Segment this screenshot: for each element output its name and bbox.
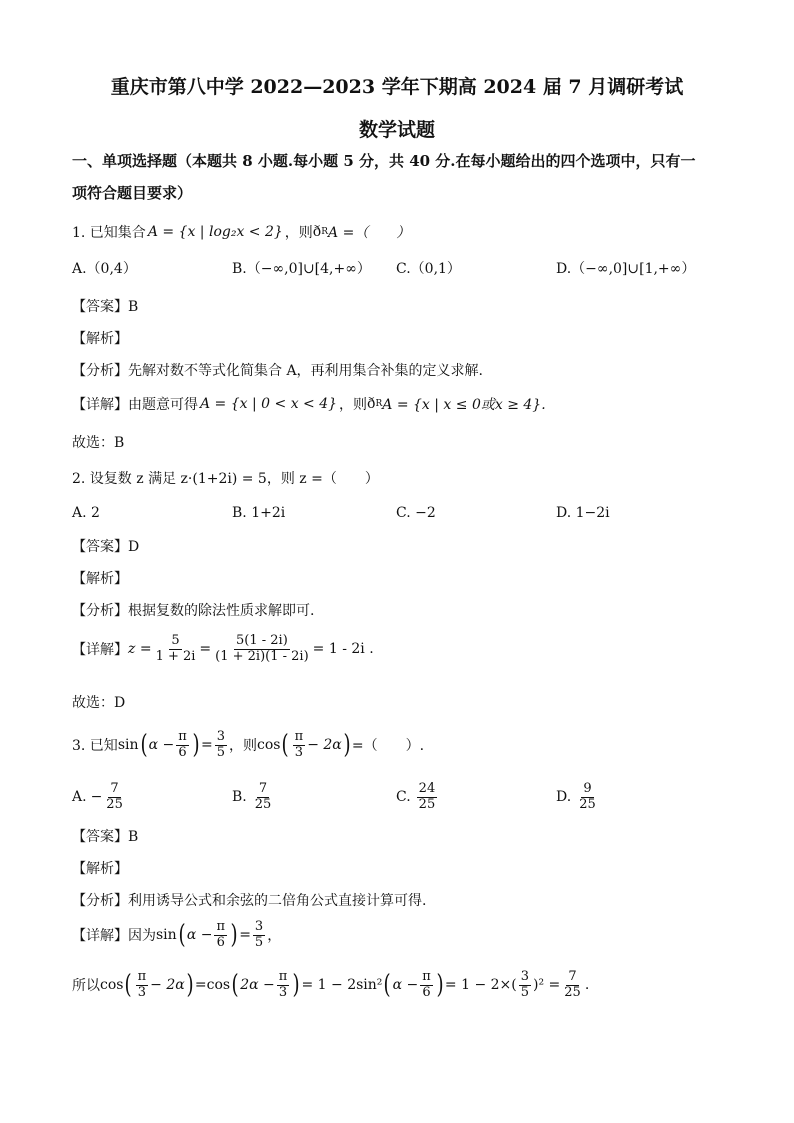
q2-fraction-1-den: 1 + 2i <box>155 648 196 664</box>
q1-answer: 【答案】B <box>72 299 139 315</box>
q3-option-a-num: 7 <box>110 781 119 796</box>
q1-complement-symbol: ð <box>312 224 322 240</box>
q3-eq: = <box>201 737 213 754</box>
q3-option-c-num: 24 <box>418 781 436 796</box>
q3-option-a-den: 25 <box>106 796 123 812</box>
q3-option-d-label: D. <box>556 789 572 806</box>
q3-therefore: 所以 <box>72 978 100 995</box>
q3-three: 3 <box>216 729 226 744</box>
page-title: 重庆市第八中学 2022—2023 学年下期高 2024 届 7 月调研考试 <box>110 76 684 98</box>
q3-detail-alpha-minus: α − <box>186 927 213 944</box>
q3-deriv-pi-b: π <box>278 969 288 984</box>
q1-stem-end: A =（ ） <box>328 225 411 241</box>
q2-choice: 故选：D <box>72 695 126 711</box>
q3-cos-label: cos <box>257 737 281 754</box>
q3-six: 6 <box>178 744 187 760</box>
q3-option-b <box>232 782 275 813</box>
q3-detail-comma: ， <box>267 928 282 945</box>
q3-analysis: 【分析】利用诱导公式和余弦的二倍角公式直接计算可得. <box>72 893 427 909</box>
q3-pi-over-3 <box>293 730 306 761</box>
q3-detail-pi: π <box>216 919 226 934</box>
q3-detail: 【详解】因为 sin ( α − $\frac{\pi}{6}$ ) = $\frac{3}{5}$ ， <box>72 919 282 951</box>
q2-fraction-2-den: (1 + 2i)(1 - 2i) <box>215 648 309 664</box>
q2-option-d: D. 1−2i <box>556 505 610 521</box>
q1-analysis-label: 【解析】 <box>72 331 128 347</box>
q3-pi-over-6 <box>176 730 189 761</box>
q3-deriv-one-minus: = 1 − 2sin² <box>301 977 383 994</box>
q3-deriv-five: 5 <box>520 984 530 1000</box>
q3-option-b-num: 7 <box>258 781 268 796</box>
q3-deriv-pi: π <box>137 969 147 984</box>
question-3-stem: 3. 已知 sin ( α − $\frac{\pi}{6}$ ) = $\frac{3}{5}$ ，则 cos ( $\frac{\pi}{3}$ − 2α ) =（ ）. <box>72 729 425 761</box>
q3-option-d-den: 25 <box>579 796 596 812</box>
q3-option-c-den: 25 <box>418 796 436 812</box>
q2-option-a: A. 2 <box>72 505 100 521</box>
q1-option-b: B.（−∞,0]∪[4,+∞） <box>232 261 371 277</box>
q3-option-c-label: C. <box>396 789 411 806</box>
q3-deriv-minus2a: − 2α <box>150 977 185 994</box>
q3-deriv-cos: cos <box>100 977 124 994</box>
q3-three-fifths <box>215 730 227 761</box>
q2-answer: 【答案】D <box>72 539 140 555</box>
q3-derivation: 所以 cos ( $\frac{\pi}{3}$ − 2α ) = cos ( 2α − $\frac{\pi}{3}$ ) = 1 − 2sin² ( α − $\frac{\pi}{6}$ ) = 1 − 2×( $\frac{3}{5}$ )² = $\frac{7}{25}$ . <box>72 969 590 1001</box>
q3-detail-sin: sin <box>156 927 177 944</box>
q3-option-b-den: 25 <box>254 796 272 812</box>
q3-deriv-square: )² = <box>533 977 561 994</box>
q3-option-a-label: A. <box>72 789 87 806</box>
q2-fraction-2-num: 5(1 - 2i) <box>236 633 288 648</box>
q2-analysis: 【分析】根据复数的除法性质求解即可. <box>72 603 315 619</box>
q2-fraction-1 <box>154 634 198 665</box>
q3-detail-five: 5 <box>254 934 264 950</box>
q3-deriv-alpha-minus: α − <box>392 977 419 994</box>
q3-deriv-cos2: cos <box>206 977 231 994</box>
q3-deriv-three-c: 3 <box>520 969 530 984</box>
q2-detail: 【详解】 z = $\frac{5}{1 + 2i}$ = $\frac{5(1 - 2i)}{(1 + 2i)(1 - 2i)}$ = 1 - 2i . <box>72 633 374 664</box>
q2-eq-lhs: z = <box>128 641 152 658</box>
q3-minus-2alpha: − 2α <box>307 737 342 754</box>
q1-set-expression: A = {x | log₂x < 2} <box>147 224 283 240</box>
q3-stem-mid: ，则 <box>229 738 258 755</box>
q3-answer: 【答案】B <box>72 829 139 845</box>
q2-fraction-2 <box>213 634 311 665</box>
q3-detail-six: 6 <box>216 934 225 950</box>
q1-complement-sub: R <box>321 227 329 237</box>
q1-detail-complement-sub: R <box>375 399 383 409</box>
q3-pi-b: π <box>294 729 304 744</box>
question-1-stem <box>72 222 410 242</box>
q1-option-a: A.（0,4） <box>72 261 137 277</box>
q3-option-b-label: B. <box>232 789 247 806</box>
q2-fraction-1-num: 5 <box>171 633 180 648</box>
q2-detail-prefix: 【详解】 <box>72 642 128 659</box>
q2-eq-rhs: = 1 - 2i . <box>312 641 374 658</box>
q3-deriv-2alpha-minus: 2α − <box>240 977 275 994</box>
q1-detail-result: A = {x | x ≤ 0或x ≥ 4}. <box>382 397 546 413</box>
q1-detail-prefix: 【详解】由题意可得 <box>72 397 198 413</box>
q3-detail-eq: = <box>239 927 251 944</box>
q3-sin-label: sin <box>117 737 139 754</box>
q3-stem-prefix: 3. 已知 <box>72 738 118 755</box>
q3-option-d <box>556 782 600 813</box>
section-heading-line1: 一、单项选择题（本题共 8 小题.每小题 5 分，共 40 分.在每小题给出的四个选项中，只有一 <box>72 152 696 170</box>
page-subtitle: 数学试题 <box>358 119 435 141</box>
q1-detail <box>72 394 546 414</box>
q3-deriv-three-b: 3 <box>278 984 288 1000</box>
q3-option-a-sign: − <box>90 789 103 806</box>
q2-option-b: B. 1+2i <box>232 505 286 521</box>
q3-detail-prefix: 【详解】因为 <box>72 928 156 945</box>
q1-option-d: D.（−∞,0]∪[1,+∞） <box>556 261 696 277</box>
q3-detail-three: 3 <box>254 919 264 934</box>
q3-deriv-dot: . <box>584 977 590 994</box>
q3-deriv-eq1: = <box>194 977 207 994</box>
section-heading-line2: 项符合题目要求） <box>72 184 193 202</box>
q1-detail-mid: ，则 <box>339 397 368 413</box>
q3-option-a <box>72 782 127 813</box>
q3-alpha-minus: α − <box>148 737 175 754</box>
q2-option-c: C. −2 <box>396 505 436 521</box>
q3-deriv-seven: 7 <box>568 969 577 984</box>
q3-analysis-label: 【解析】 <box>72 861 128 877</box>
q1-analysis: 【分析】先解对数不等式化简集合 A，再利用集合补集的定义求解. <box>72 363 484 379</box>
q1-stem-prefix: 1. 已知集合 <box>72 225 146 241</box>
q3-pi: π <box>178 729 187 744</box>
q2-analysis-label: 【解析】 <box>72 571 128 587</box>
q3-deriv-six: 6 <box>422 984 431 1000</box>
q3-deriv-three: 3 <box>137 984 147 1000</box>
q1-choice: 故选：B <box>72 435 125 451</box>
q3-deriv-twentyfive: 25 <box>564 984 581 1000</box>
question-2-stem: 2. 设复数 z 满足 z·(1+2i) = 5，则 z =（ ） <box>72 471 379 487</box>
q3-option-d-num: 9 <box>583 781 592 796</box>
q3-deriv-one-minus-2: = 1 − 2×( <box>444 977 517 994</box>
q3-five: 5 <box>216 744 226 760</box>
q1-detail-complement-symbol: ð <box>367 396 376 412</box>
q3-stem-end: =（ ）. <box>351 738 425 755</box>
q3-option-c <box>396 782 439 813</box>
q1-option-c: C.（0,1） <box>396 261 461 277</box>
q1-detail-set: A = {x | 0 < x < 4} <box>200 396 338 412</box>
q3-deriv-pi-c: π <box>422 969 431 984</box>
q1-stem-mid: ，则 <box>284 225 313 241</box>
q3-three-b: 3 <box>294 744 304 760</box>
